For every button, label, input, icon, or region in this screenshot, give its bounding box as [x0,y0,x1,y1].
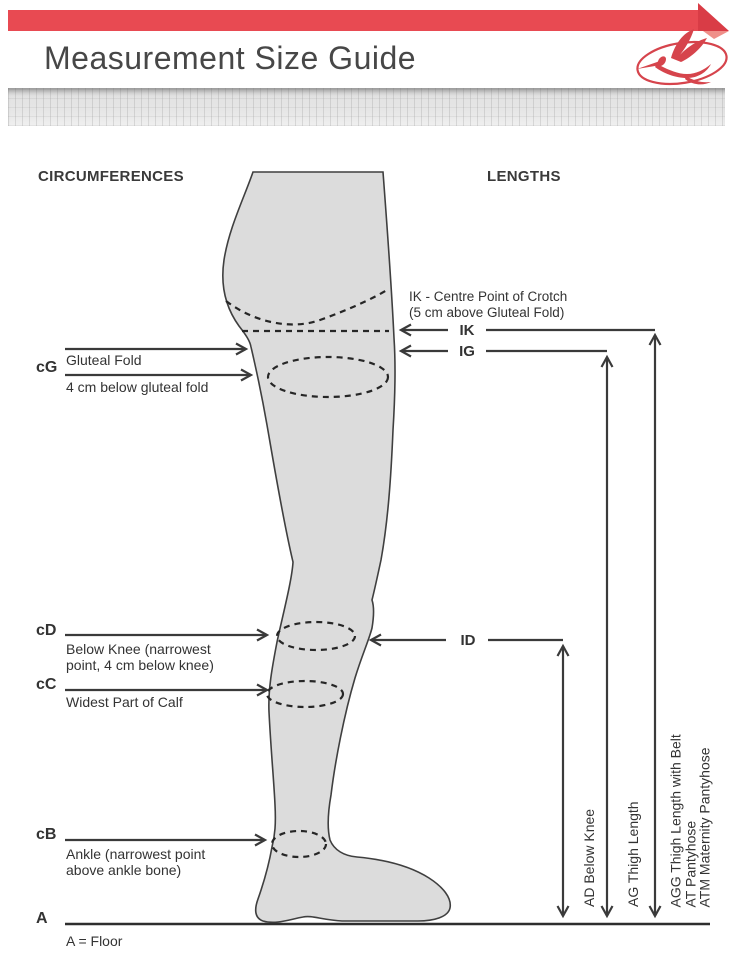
header-red-bar [8,10,698,31]
ik-note-line2: (5 cm above Gluteal Fold) [409,305,565,320]
code-cG: cG [36,359,58,376]
label-widest-part-of-calf: Widest Part of Calf [66,694,183,710]
leg-silhouette [223,172,451,922]
circumferences-heading: CIRCUMFERENCES [38,168,184,185]
code-cB: cB [36,826,57,843]
label-agg-thigh-length-with-belt: AGG Thigh Length with Belt [667,733,684,907]
label-agg-group [669,734,713,907]
code-A: A [36,910,48,927]
code-IK: IK [459,322,475,339]
label-below-knee-line1: Below Knee (narrowest [66,641,211,657]
label-4cm-below-gluteal-fold: 4 cm below gluteal fold [66,379,209,395]
code-cD: cD [36,622,57,639]
label-a-floor: A = Floor [66,933,123,949]
code-IG: IG [459,343,475,360]
label-ad-below-knee: AD Below Knee [581,808,597,907]
label-atm-maternity-pantyhose: ATM Maternity Pantyhose [696,746,713,907]
page-title: Measurement Size Guide [44,40,417,76]
label-at-pantyhose: AT Pantyhose [682,820,698,907]
code-cC: cC [36,676,57,693]
label-gluteal-fold: Gluteal Fold [66,352,142,368]
label-ankle-line2: above ankle bone) [66,862,182,878]
lengths-heading: LENGTHS [487,168,561,185]
ik-note-line1: IK - Centre Point of Crotch [409,289,568,304]
code-ID: ID [460,632,476,649]
label-below-knee-line2: point, 4 cm below knee) [66,657,214,673]
label-ag-thigh-length: AG Thigh Length [625,801,641,907]
header-corner-fold-dark [698,3,729,31]
label-ankle-line1: Ankle (narrowest point [66,846,206,862]
flying-crane-logo-icon [633,28,731,86]
